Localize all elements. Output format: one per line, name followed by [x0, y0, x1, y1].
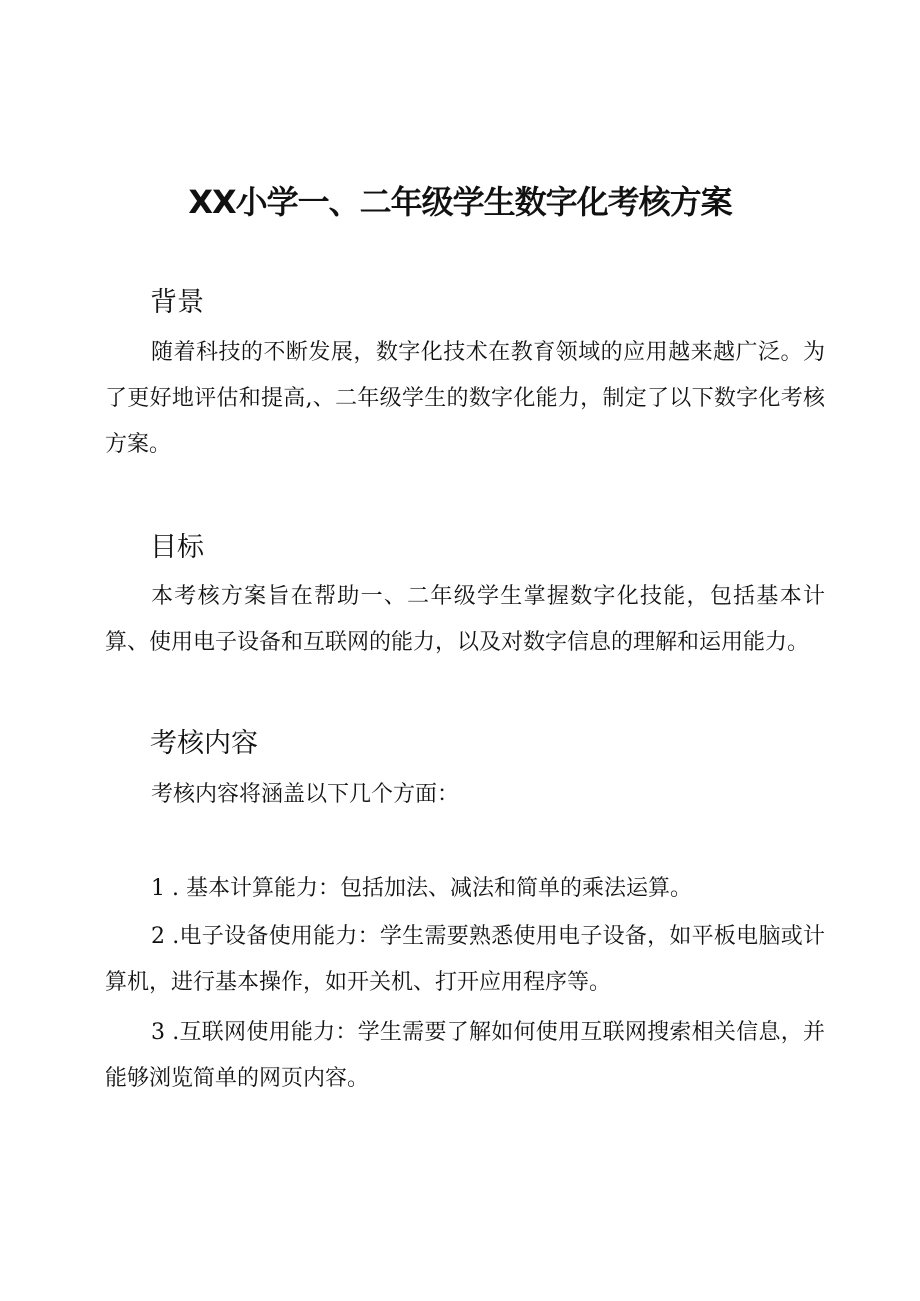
section-heading-content: 考核内容	[150, 728, 258, 759]
section-text-background: 随着科技的不断发展，数字化技术在教育领域的应用越来越广泛。为了更好地评估和提高,、二年级学生的数字化能力，制定了以下数字化考核方案。	[105, 340, 825, 457]
section-text-goal: 本考核方案旨在帮助一、二年级学生掌握数字化技能，包括基本计算、使用电子设备和互联网的能力，以及对数字信息的理解和运用能力。	[105, 584, 825, 655]
list-item-1: 1 . 基本计算能力：包括加法、减法和简单的乘法运算。	[151, 876, 692, 901]
section-intro-content: 考核内容将涵盖以下几个方面：	[151, 782, 460, 807]
list-item-3: 3 .互联网使用能力：学生需要了解如何使用互联网搜索相关信息，并能够浏览简单的网页内容。	[105, 1020, 825, 1091]
section-heading-goal: 目标	[150, 532, 204, 563]
section-heading-background: 背景	[150, 287, 204, 318]
list-item-2: 2 .电子设备使用能力：学生需要熟悉使用电子设备，如平板电脑或计算机，进行基本操作，如开关机、打开应用程序等。	[105, 924, 825, 995]
document-title: XX小学一、二年级学生数字化考核方案	[188, 183, 732, 221]
